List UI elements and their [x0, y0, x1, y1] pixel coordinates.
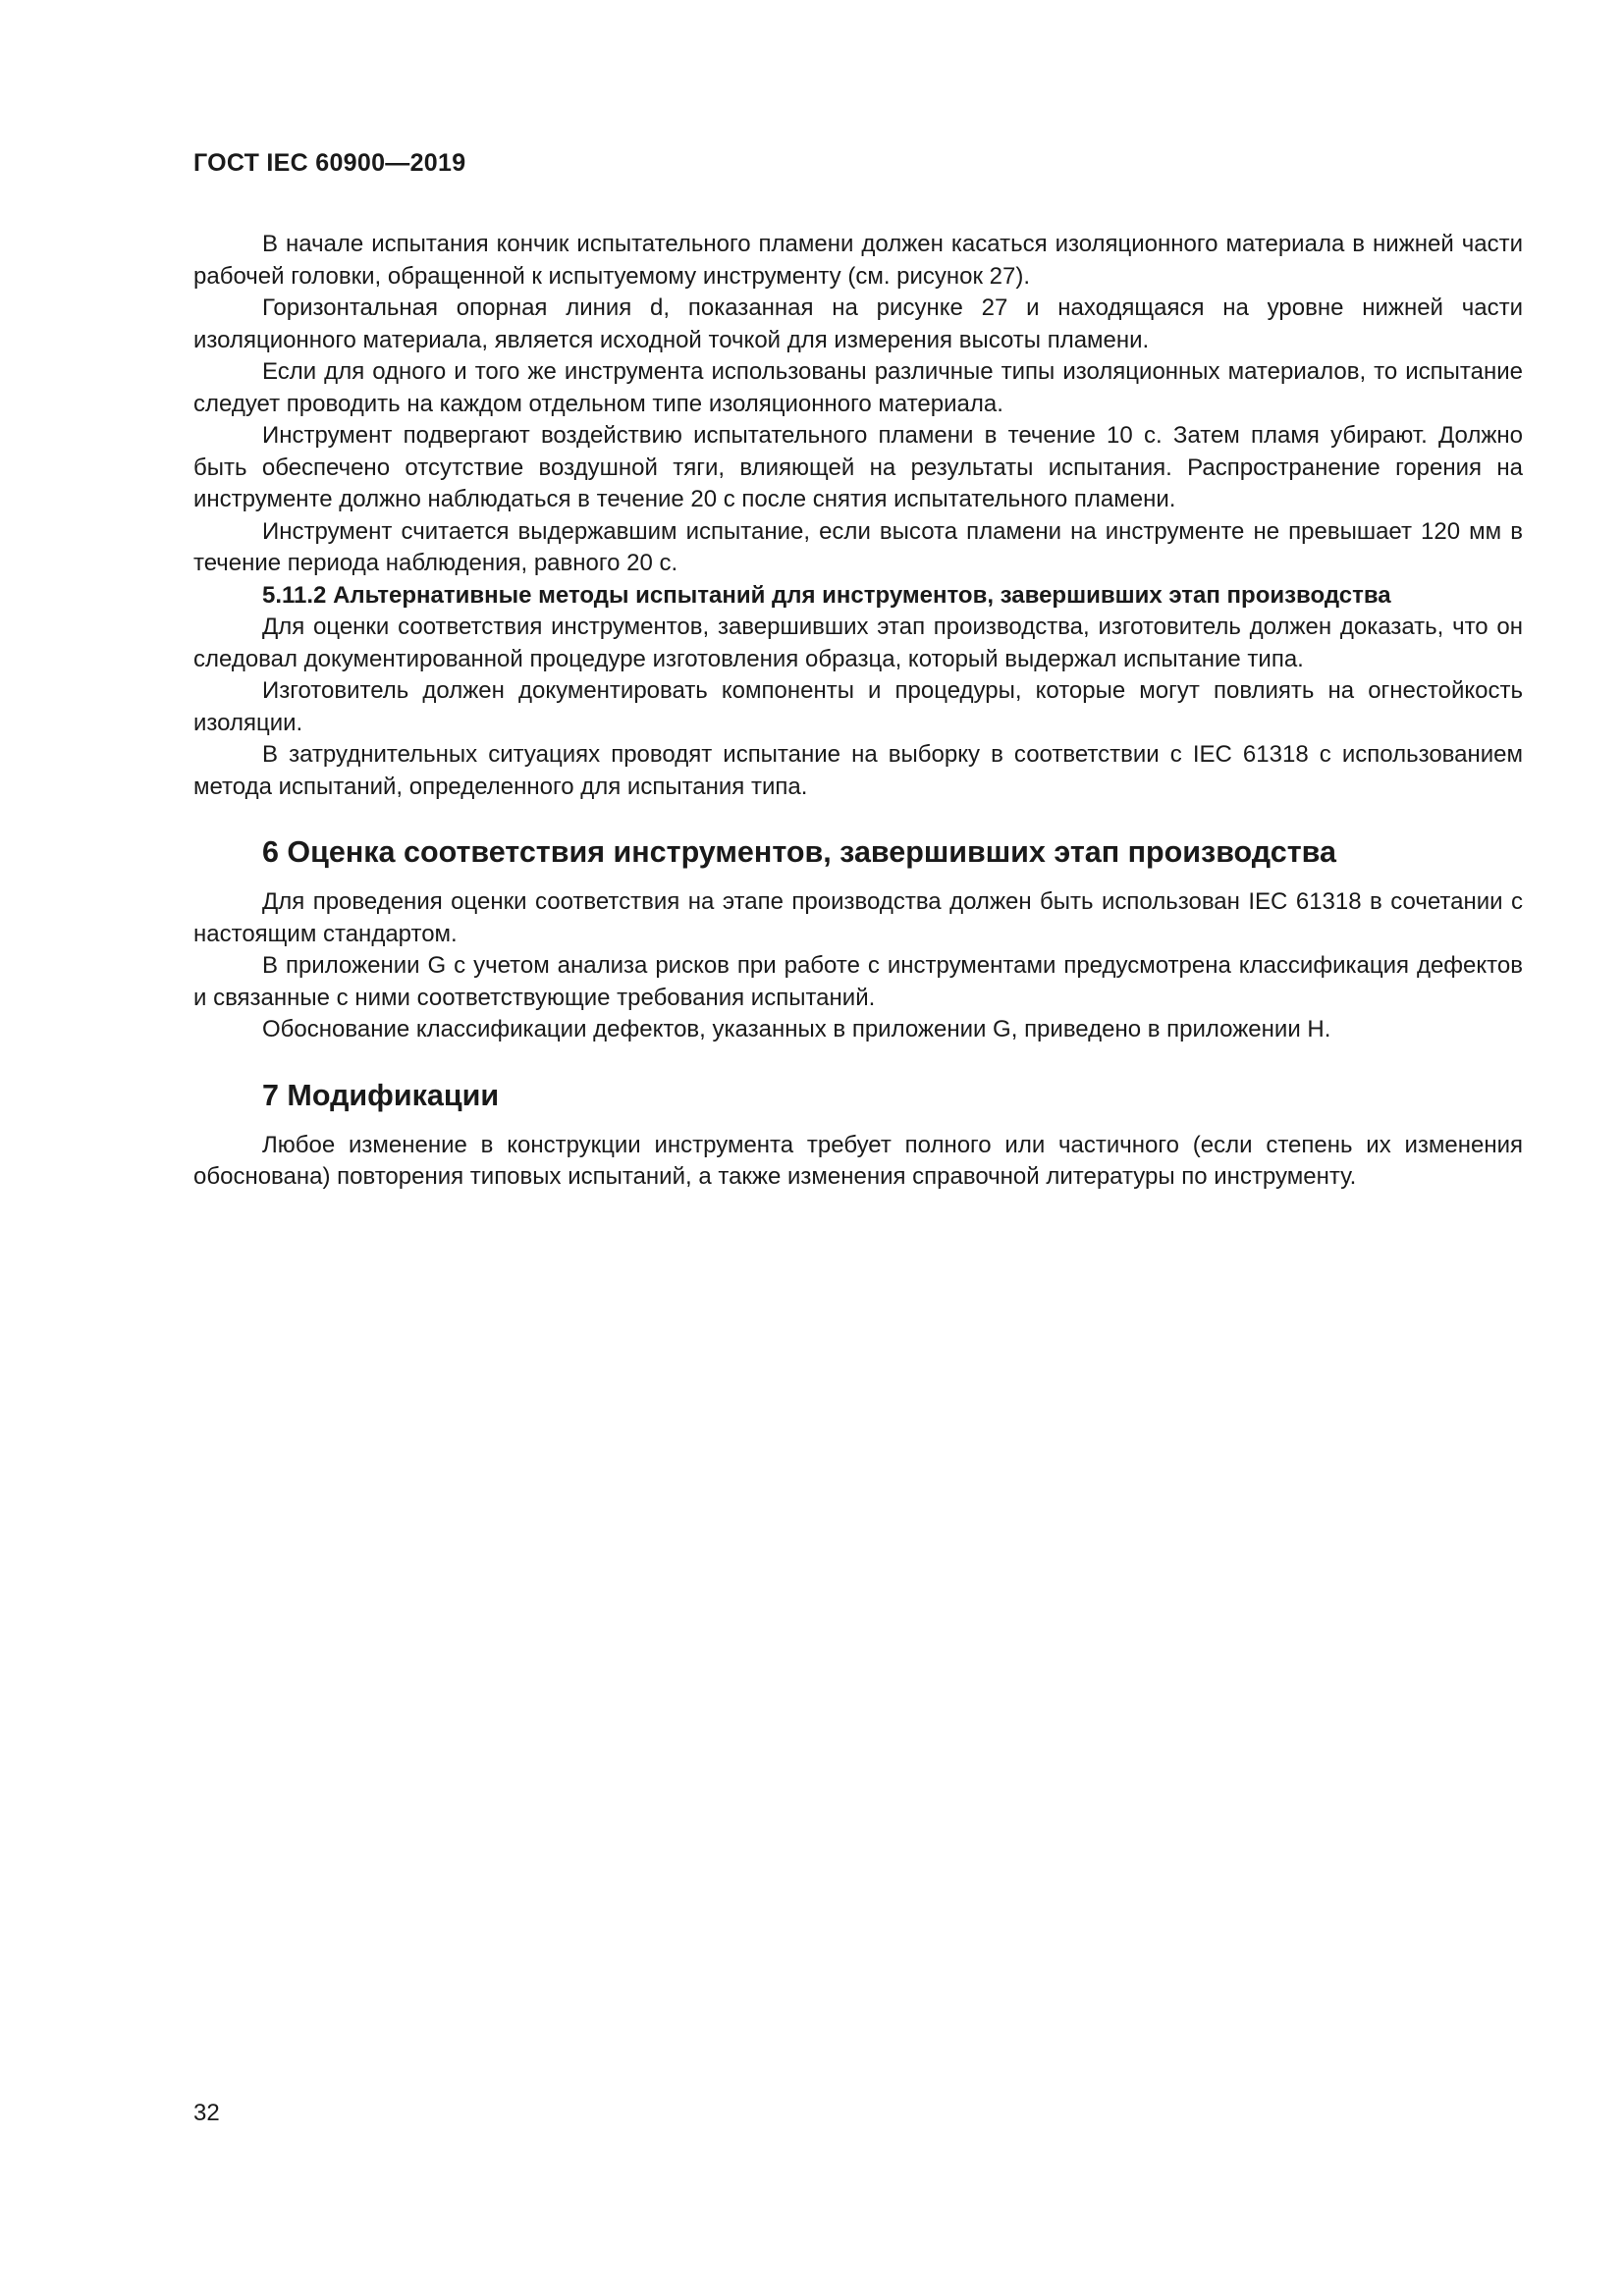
page-content: [193, 229, 1523, 1194]
paragraph: Если для одного и того же инструмента использованы различные типы изоляционных материалов, то испытание следует проводить на каждом отдельном типе изоляционного материала.: [193, 358, 1523, 417]
paragraph: Изготовитель должен документировать компоненты и процедуры, которые могут повлиять на огнестойкость изоляции.: [193, 677, 1523, 736]
paragraph: Для проведения оценки соответствия на этапе производства должен быть использован IEC 61318 в сочетании с настоящим стандартом.: [193, 888, 1523, 947]
paragraph: Инструмент считается выдержавшим испытание, если высота пламени на инструменте не превышает 120 мм в течение периода наблюдения, равного 20 с.: [193, 517, 1523, 576]
subsection-heading: 5.11.2 Альтернативные методы испытаний для инструментов, завершивших этап производства: [262, 581, 1391, 609]
paragraph: Горизонтальная опорная линия d, показанная на рисунке 27 и находящаяся на уровне нижней части изоляционного материала, является исходной точкой для измерения высоты пламени.: [193, 294, 1523, 353]
paragraph: Инструмент подвергают воздействию испытательного пламени в течение 10 с. Затем пламя убирают. Должно быть обеспечено отсутствие воздушной тяги, влияющей на результаты испытания. Распространение горения на инструменте должно наблюдаться в течение 20 с после снятия испытательного пламени.: [193, 422, 1523, 512]
paragraph: В затруднительных ситуациях проводят испытание на выборку в соответствии с IEC 61318 с использованием метода испытаний, определенного для испытания типа.: [193, 741, 1523, 800]
paragraph: Обоснование классификации дефектов, указанных в приложении G, приведено в приложении H.: [262, 1016, 1331, 1042]
paragraph: Для оценки соответствия инструментов, завершивших этап производства, изготовитель должен доказать, что он следовал документированной процедуре изготовления образца, который выдержал испытание типа.: [193, 614, 1523, 672]
section-title: 6 Оценка соответствия инструментов, завершивших этап производства: [262, 835, 1336, 869]
page-number: 32: [193, 2100, 220, 2126]
document-header: ГОСТ IEC 60900—2019: [193, 149, 466, 177]
section-title: 7 Модификации: [262, 1078, 500, 1112]
paragraph: В начале испытания кончик испытательного пламени должен касаться изоляционного материала в нижней части рабочей головки, обращенной к испытуемому инструменту (см. рисунок 27).: [193, 231, 1523, 290]
paragraph: В приложении G с учетом анализа рисков при работе с инструментами предусмотрена классификация дефектов и связанные с ними соответствующие требования испытаний.: [193, 952, 1523, 1011]
paragraph: Любое изменение в конструкции инструмента требует полного или частичного (если степень их изменения обоснована) повторения типовых испытаний, а также изменения справочной литературы по инструменту.: [193, 1131, 1523, 1190]
